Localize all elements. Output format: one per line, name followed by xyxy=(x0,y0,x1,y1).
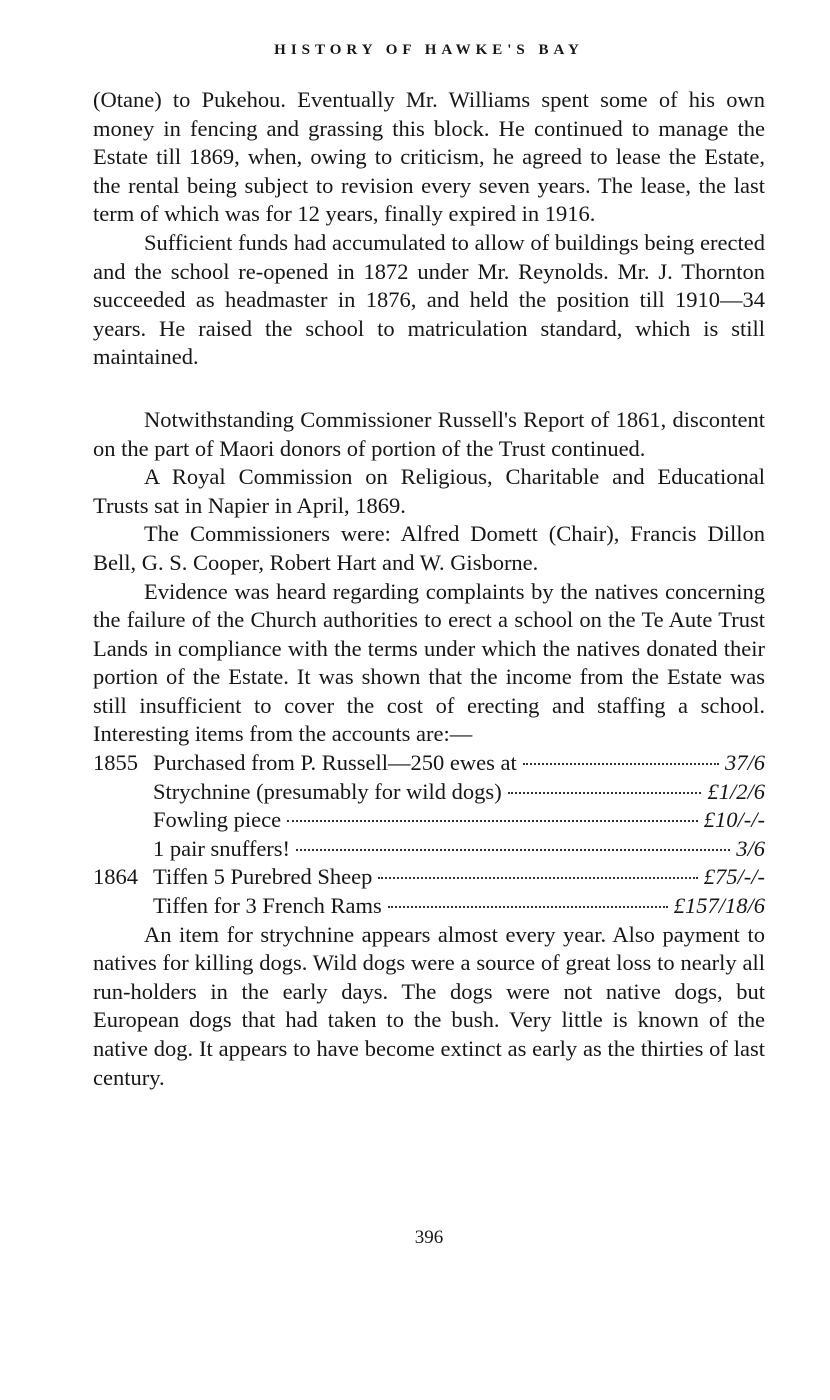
paragraph-evidence: Evidence was heard regarding complaints by the natives concerning the failure of the Church authorities to erect a school on the Te Aute Trust Lands in compliance with the terms under which the natives donated their portion of the Estate. It was shown that the income from the Estate was still insufficient to cover the cost of erecting and staffing a school. Interesting items from the accounts are:— xyxy=(93,578,765,747)
account-row xyxy=(93,863,765,892)
account-amount: £75/-/- xyxy=(703,864,765,890)
paragraph-royal-commission: A Royal Commission on Religious, Charitable and Educational Trusts sat in Napier in April, 1869. xyxy=(93,464,765,518)
paragraph-notwithstanding: Notwithstanding Commissioner Russell's Report of 1861, discontent on the part of Maori donors of portion of the Trust continued. xyxy=(93,406,765,461)
dot-leader xyxy=(388,906,668,908)
paragraph-sufficient-funds: Sufficient funds had accumulated to allow of buildings being erected and the school re-opened in 1872 under Mr. Reynolds. Mr. J. Thornton succeeded as headmaster in 1876, and held the position till 1910—34 years. He raised the school to matriculation standard, which is still maintained. xyxy=(93,229,765,370)
account-item: Tiffen for 3 French Rams xyxy=(153,893,382,919)
paragraph-otane: (Otane) to Pukehou. Eventually Mr. Williams spent some of his own money in fencing and grassing this block. He continued to manage the Estate till 1869, when, owing to criticism, he agreed to lease the Estate, the rental being subject to revision every seven years. The lease, the last term of which was for 12 years, finally expired in 1916. xyxy=(93,87,765,227)
paragraph-strychnine: An item for strychnine appears almost every year. Also payment to natives for killing dogs. Wild dogs were a source of great loss to nearly all run-holders in the early days. The dogs were not native dogs, but European dogs that had taken to the bush. Very little is known of the native dog. It appears to have become extinct as early as the thirties of last century. xyxy=(93,921,765,1090)
account-item: Fowling piece xyxy=(153,807,282,833)
page-number: 396 xyxy=(414,1227,444,1248)
account-row xyxy=(93,892,765,921)
dot-leader xyxy=(508,792,702,794)
account-item: Strychnine (presumably for wild dogs) xyxy=(153,778,502,804)
account-amount: £1/2/6 xyxy=(707,778,765,804)
account-amount: 37/6 xyxy=(724,750,765,776)
running-head: HISTORY OF HAWKE'S BAY xyxy=(274,42,584,58)
account-amount: £157/18/6 xyxy=(673,893,765,919)
dot-leader xyxy=(523,763,719,765)
account-item: Tiffen 5 Purebred Sheep xyxy=(153,864,373,890)
section-gap xyxy=(93,372,765,406)
account-row xyxy=(93,778,765,807)
account-year: 1864 xyxy=(93,864,138,890)
paragraph-commissioners: The Commissioners were: Alfred Domett (Chair), Francis Dillon Bell, G. S. Cooper, Robert Hart and W. Gisborne. xyxy=(93,521,765,575)
account-item: 1 pair snuffers! xyxy=(153,835,291,861)
account-item: Purchased from P. Russell—250 ewes at xyxy=(153,750,517,776)
account-row xyxy=(93,835,765,864)
body-text xyxy=(93,86,765,1092)
account-amount: £10/-/- xyxy=(703,807,765,833)
account-year: 1855 xyxy=(93,750,138,776)
account-amount: 3/6 xyxy=(736,835,765,861)
account-row xyxy=(93,749,765,778)
dot-leader xyxy=(378,877,697,879)
account-row xyxy=(93,806,765,835)
accounts-list xyxy=(93,749,765,921)
dot-leader xyxy=(287,820,698,822)
dot-leader xyxy=(296,849,730,851)
